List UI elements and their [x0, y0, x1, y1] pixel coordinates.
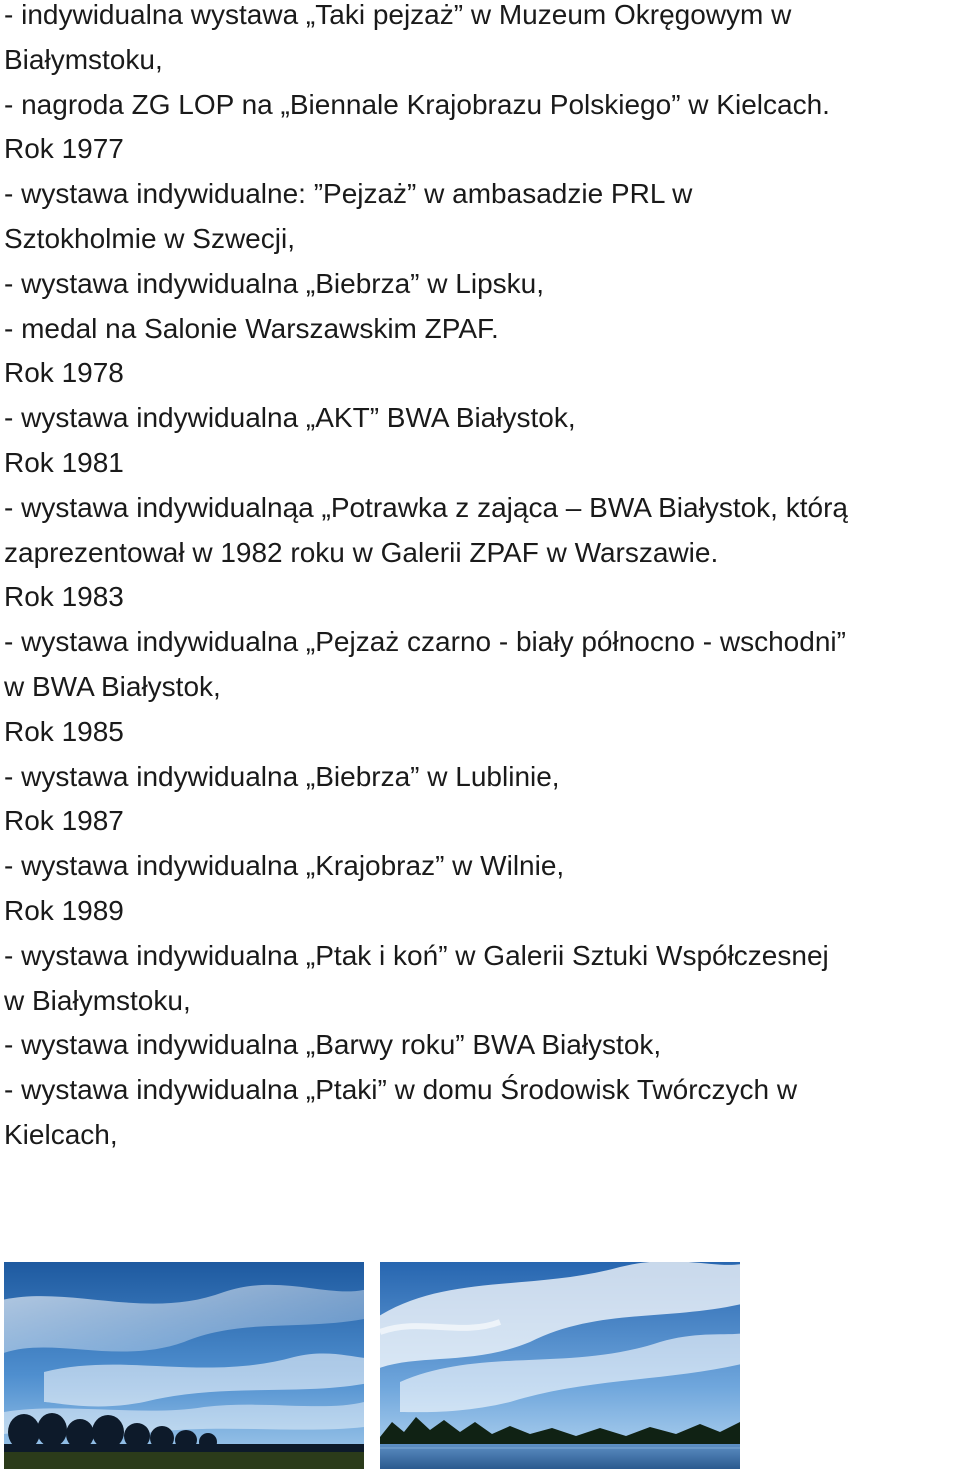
text-line: - wystawa indywidualna „Biebrza” w Lublinie, — [4, 760, 560, 792]
year-section — [4, 889, 956, 1158]
document-body — [4, 0, 956, 1158]
year-heading: Rok 1985 — [4, 715, 124, 747]
year-section — [4, 799, 956, 889]
text-line: - wystawa indywidualna „Ptak i koń” w Galerii Sztuki Współczesnej — [4, 939, 829, 971]
year-heading: Rok 1977 — [4, 133, 124, 165]
year-heading: Rok 1978 — [4, 357, 124, 389]
text-line: w BWA Białystok, — [4, 670, 221, 702]
year-section — [4, 710, 956, 800]
text-line: Kielcach, — [4, 1118, 118, 1150]
year-heading: Rok 1989 — [4, 894, 124, 926]
text-line: - wystawa indywidualnąa „Potrawka z zająca – BWA Białystok, którą — [4, 491, 848, 523]
text-line: - wystawa indywidualna „Biebrza” w Lipsku, — [4, 267, 544, 299]
year-section — [4, 575, 956, 709]
text-line: - wystawa indywidualna „Barwy roku” BWA Białystok, — [4, 1029, 662, 1061]
year-heading: Rok 1983 — [4, 581, 124, 613]
photo-row — [4, 1262, 956, 1469]
landscape-photo-lake — [380, 1262, 740, 1469]
text-line: zaprezentował w 1982 roku w Galerii ZPAF w Warszawie. — [4, 536, 719, 568]
intro-block — [4, 0, 956, 127]
year-heading: Rok 1987 — [4, 805, 124, 837]
year-section — [4, 127, 956, 351]
text-line: - wystawa indywidualna „AKT” BWA Białystok, — [4, 402, 576, 434]
landscape-photo-trees — [4, 1262, 364, 1469]
text-line: - indywidualna wystawa „Taki pejzaż” w Muzeum Okręgowym w — [4, 0, 792, 30]
text-line: - medal na Salonie Warszawskim ZPAF. — [4, 312, 499, 344]
year-section — [4, 441, 956, 575]
text-line: Białymstoku, — [4, 43, 163, 75]
text-line: - wystawa indywidualna „Ptaki” w domu Środowisk Twórczych w — [4, 1074, 798, 1106]
text-line: - wystawa indywidualne: ”Pejzaż” w ambasadzie PRL w — [4, 178, 693, 210]
text-line: w Białymstoku, — [4, 984, 191, 1016]
year-heading: Rok 1981 — [4, 446, 124, 478]
text-line: - wystawa indywidualna „Pejzaż czarno - biały północno - wschodni” — [4, 626, 846, 658]
text-line: Sztokholmie w Szwecji, — [4, 222, 295, 254]
text-line: - nagroda ZG LOP na „Biennale Krajobrazu Polskiego” w Kielcach. — [4, 88, 830, 120]
year-section — [4, 351, 956, 441]
text-line: - wystawa indywidualna „Krajobraz” w Wilnie, — [4, 850, 565, 882]
